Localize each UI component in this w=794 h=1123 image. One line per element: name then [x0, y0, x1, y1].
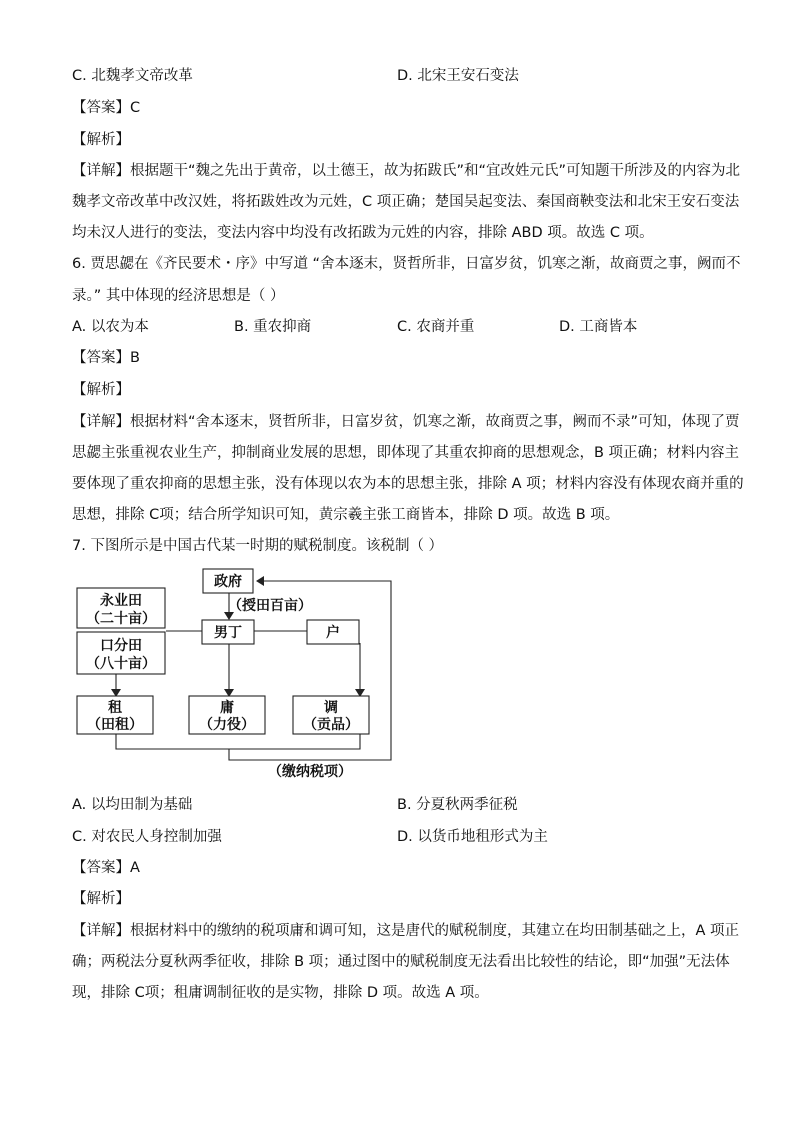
q5-answer: 【答案】C	[72, 100, 141, 116]
tax-bracket-line	[116, 734, 360, 749]
zu-label: 租	[108, 700, 122, 716]
q5-option-d: D. 北宋王安石变法	[397, 68, 519, 84]
q7-option-c: C. 对农民人身控制加强	[72, 829, 222, 845]
q5-detail-line-1: 【详解】根据题干“魏之先出于黄帝，以土德王，故为拓跋氏”和“宜改姓元氏”可知题干所涉及的内容为北	[72, 163, 741, 179]
q7-answer: 【答案】A	[72, 860, 140, 876]
grant-label: （授田百亩）	[228, 598, 312, 614]
q6-detail-line-2: 思勰主张重视农业生产，抑制商业发展的思想，即体现了其重农抑商的思想观念，B 项正确；材料内容主	[72, 445, 740, 461]
q7-detail-line-2: 确；两税法分夏秋两季征收，排除 B 项；通过图中的赋税制度无法看出比较性的结论，即“加强”无法体	[72, 954, 730, 970]
q6-option-a: A. 以农为本	[72, 319, 149, 335]
q7-detail-line-3: 现，排除 C项；租庸调制征收的是实物，排除 D 项。故选 A 项。	[72, 985, 489, 1001]
q6-detail-line-3: 要体现了重农抑商的思想主张，没有体现以农为本的思想主张，排除 A 项；材料内容没有体现农商并重的	[72, 476, 744, 492]
yongye-area-label: （二十亩）	[86, 611, 156, 627]
diagram-caption: （缴纳税项）	[268, 764, 352, 780]
q6-option-c: C. 农商并重	[397, 319, 475, 335]
gov-label: 政府	[214, 574, 242, 590]
q5-detail-line-3: 均未汉人进行的变法，变法内容中均没有改拓跋为元姓的内容，排除 ABD 项。故选 C 项。	[72, 225, 654, 241]
q6-option-b: B. 重农抑商	[234, 319, 312, 335]
yong-label: 庸	[220, 700, 234, 716]
diao-desc-label: （贡品）	[303, 717, 359, 733]
q6-stem-line-1: 6. 贾思勰在《齐民要术・序》中写道 “舍本逐末，贤哲所非，日富岁贫，饥寒之渐，故商贾之事，阙而不	[72, 256, 741, 272]
q6-detail-line-1: 【详解】根据材料“舍本逐末，贤哲所非，日富岁贫，饥寒之渐，故商贾之事，阙而不录”可知，体现了贾	[72, 414, 740, 430]
q6-detail-line-4: 思想，排除 C项；结合所学知识可知，黄宗羲主张工商皆本，排除 D 项。故选 B 项。	[72, 507, 620, 523]
q7-stem: 7. 下图所示是中国古代某一时期的赋税制度。该税制（ ）	[72, 538, 444, 554]
q7-option-d: D. 以货币地租形式为主	[397, 829, 548, 845]
q6-answer: 【答案】B	[72, 350, 140, 366]
koufen-area-label: （八十亩）	[86, 656, 156, 672]
q7-option-b: B. 分夏秋两季征税	[397, 797, 518, 813]
male-label: 男丁	[214, 625, 242, 641]
q6-analysis-label: 【解析】	[72, 382, 130, 398]
yongye-label: 永业田	[100, 593, 142, 609]
tax-system-diagram	[74, 566, 394, 786]
q7-detail-line-1: 【详解】根据材料中的缴纳的税项庸和调可知，这是唐代的赋税制度，其建立在均田制基础之上，A 项正	[72, 923, 740, 939]
q5-option-c: C. 北魏孝文帝改革	[72, 68, 193, 84]
q5-analysis-label: 【解析】	[72, 132, 130, 148]
q7-option-a: A. 以均田制为基础	[72, 797, 193, 813]
q5-detail-line-2: 魏孝文帝改革中改汉姓，将拓跋姓改为元姓，C 项正确；楚国吴起变法、秦国商鞅变法和北宋王安石变法	[72, 194, 740, 210]
koufen-label: 口分田	[100, 638, 142, 654]
household-label: 户	[326, 625, 340, 641]
gov-left-arrowhead	[256, 576, 264, 586]
q6-option-d: D. 工商皆本	[559, 319, 638, 335]
yong-desc-label: （力役）	[199, 717, 255, 733]
q6-stem-line-2: 录。” 其中体现的经济思想是（ ）	[72, 288, 285, 304]
q7-analysis-label: 【解析】	[72, 891, 130, 907]
diao-label: 调	[324, 700, 338, 716]
zu-desc-label: （田租）	[87, 717, 143, 733]
